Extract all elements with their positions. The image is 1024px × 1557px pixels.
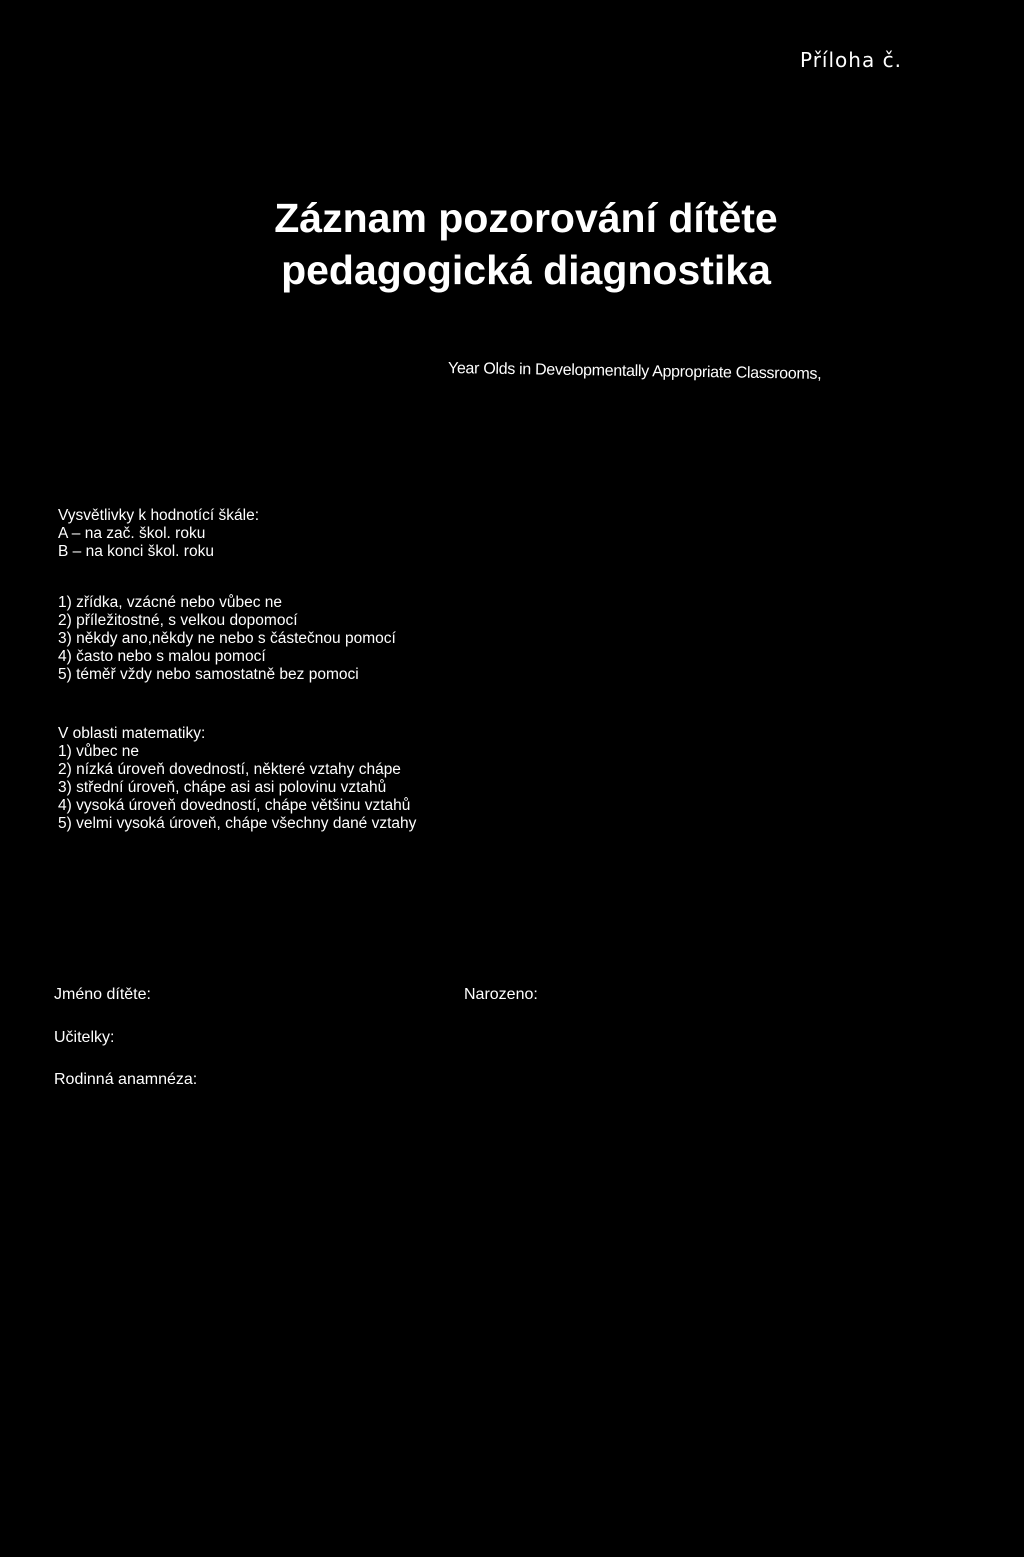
math-scale-item: 4) vysoká úroveň dovedností, chápe většinu vztahů [58,797,411,814]
rating-scale-section [58,594,396,684]
math-scale-item: 5) velmi vysoká úroveň, chápe všechny dané vztahy [58,815,417,832]
birth-date-label: Narozeno: [464,986,538,1003]
scale-item: 4) často nebo s malou pomocí [58,648,266,665]
source-note: Year Olds in Developmentally Appropriate Classrooms, [447,360,822,383]
child-name-label: Jméno dítěte: [54,986,151,1003]
legend-item: A – na zač. škol. roku [58,525,206,542]
math-scale-item: 2) nízká úroveň dovedností, některé vztahy chápe [58,761,401,778]
legend-heading: Vysvětlivky k hodnotící škále: [58,507,260,524]
scale-item: 1) zřídka, vzácné nebo vůbec ne [58,594,283,611]
appendix-label: Příloha č. [800,48,902,72]
math-scale-section [58,725,416,833]
math-scale-item: 1) vůbec ne [58,743,139,760]
legend-section [58,507,259,561]
teachers-label: Učitelky: [54,1029,115,1046]
legend-item: B – na konci škol. roku [58,543,214,560]
scale-item: 3) někdy ano,někdy ne nebo s částečnou pomocí [58,630,396,647]
scale-item: 2) příležitostné, s velkou dopomocí [58,612,298,629]
scale-item: 5) téměř vždy nebo samostatně bez pomoci [58,666,359,683]
page-title-line-1: Záznam pozorování dítěte [274,195,778,241]
math-scale-item: 3) střední úroveň, chápe asi asi polovinu vztahů [58,779,387,796]
page-title-line-2: pedagogická diagnostika [281,247,771,293]
math-scale-heading: V oblasti matematiky: [58,725,206,742]
family-history-label: Rodinná anamnéza: [54,1071,198,1088]
